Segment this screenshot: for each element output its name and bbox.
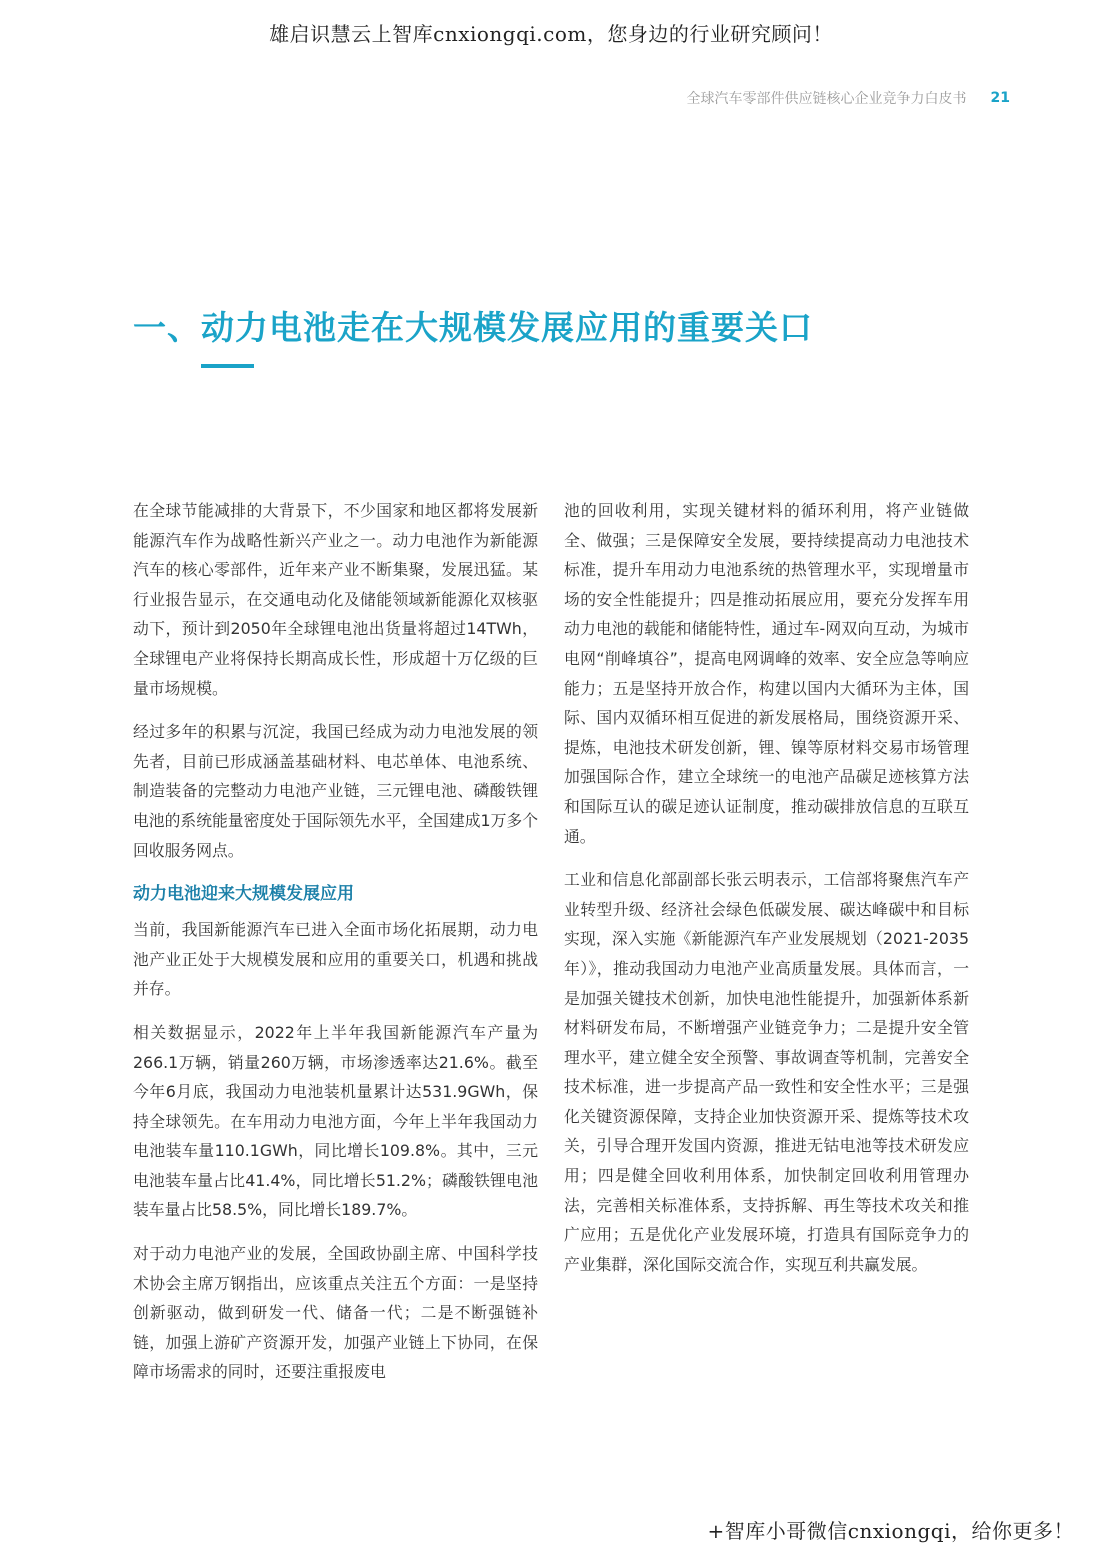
document-title: 全球汽车零部件供应链核心企业竞争力白皮书 xyxy=(686,91,967,107)
chapter-title: 一、动力电池走在大规模发展应用的重要关口 xyxy=(133,308,813,347)
top-promo-banner: 雄启识慧云上智库cnxiongqi.com，您身边的行业研究顾问！ xyxy=(269,22,833,46)
paragraph: 对于动力电池产业的发展，全国政协副主席、中国科学技术协会主席万钢指出，应该重点关注五个方面：一是坚持创新驱动，做到研发一代、储备一代；二是不断强链补链，加强上游矿产资源开发，加强产业链上下协同，在保障市场需求的同时，还要注重报废电 xyxy=(133,1244,538,1382)
paragraph: 池的回收利用，实现关键材料的循环利用，将产业链做全、做强；三是保障安全发展，要持续提高动力电池技术标准，提升车用动力电池系统的热管理水平，实现增量市场的安全性能提升；四是推动拓展应用，要充分发挥车用动力电池的载能和储能特性，通过车-网双向互动，为城市电网“削峰填谷”，提高电网调峰的效率、安全应急等响应能力；五是坚持开放合作，构建以国内大循环为主体，国际、国内双循环相互促进的新发展格局，围绕资源开采、提炼，电池技术研发创新，锂、镍等原材料交易市场管理加强国际合作，建立全球统一的电池产品碳足迹核算方法和国际互认的碳足迹认证制度，推动碳排放信息的互联互通。 xyxy=(564,501,969,846)
right-column xyxy=(564,496,969,1293)
paragraph: 工业和信息化部副部长张云明表示，工信部将聚焦汽车产业转型升级、经济社会绿色低碳发展、碳达峰碳中和目标实现，深入实施《新能源汽车产业发展规划（2021-2035年）》，推动我国动力电池产业高质量发展。具体而言，一是加强关键技术创新，加快电池性能提升，加强新体系新材料研发布局，不断增强产业链竞争力；二是提升安全管理水平，建立健全安全预警、事故调查等机制，完善安全技术标准，进一步提高产品一致性和安全性水平；三是强化关键资源保障，支持企业加快资源开采、提炼等技术攻关，引导合理开发国内资源，推进无钴电池等技术研发应用；四是健全回收利用体系，加快制定回收利用管理办法，完善相关标准体系，支持拆解、再生等技术攻关和推广应用；五是优化产业发展环境，打造具有国际竞争力的产业集群，深化国际交流合作，实现互利共赢发展。 xyxy=(564,870,969,1274)
bottom-promo-banner: +智库小哥微信cnxiongqi，给你更多！ xyxy=(707,1519,1074,1543)
section-subheading: 动力电池迎来大规模发展应用 xyxy=(133,884,354,905)
paragraph: 相关数据显示，2022年上半年我国新能源汽车产量为266.1万辆，销量260万辆，市场渗透率达21.6%。截至今年6月底，我国动力电池装机量累计达531.9GWh，保持全球领先。在车用动力电池方面，今年上半年我国动力电池装车量110.1GWh，同比增长109.8%。其中，三元电池装车量占比41.4%，同比增长51.2%；磷酸铁锂电池装车量占比58.5%，同比增长189.7%。 xyxy=(133,1022,538,1220)
running-header xyxy=(687,88,1010,108)
paragraph: 经过多年的积累与沉淀，我国已经成为动力电池发展的领先者，目前已形成涵盖基础材料、电芯单体、电池系统、制造装备的完整动力电池产业链，三元锂电池、磷酸铁锂电池的系统能量密度处于国际领先水平，全国建成1万多个回收服务网点。 xyxy=(133,722,538,860)
left-column xyxy=(133,496,538,1401)
paragraph: 当前，我国新能源汽车已进入全面市场化拓展期，动力电池产业正处于大规模发展和应用的重要关口，机遇和挑战并存。 xyxy=(133,920,538,999)
title-underline xyxy=(201,364,254,368)
page-number: 21 xyxy=(990,90,1010,106)
paragraph: 在全球节能减排的大背景下，不少国家和地区都将发展新能源汽车作为战略性新兴产业之一。动力电池作为新能源汽车的核心零部件，近年来产业不断集聚，发展迅猛。某行业报告显示，在交通电动化及储能领域新能源化双核驱动下，预计到2050年全球锂电池出货量将超过14TWh，全球锂电产业将保持长期高成长性，形成超十万亿级的巨量市场规模。 xyxy=(133,501,538,698)
